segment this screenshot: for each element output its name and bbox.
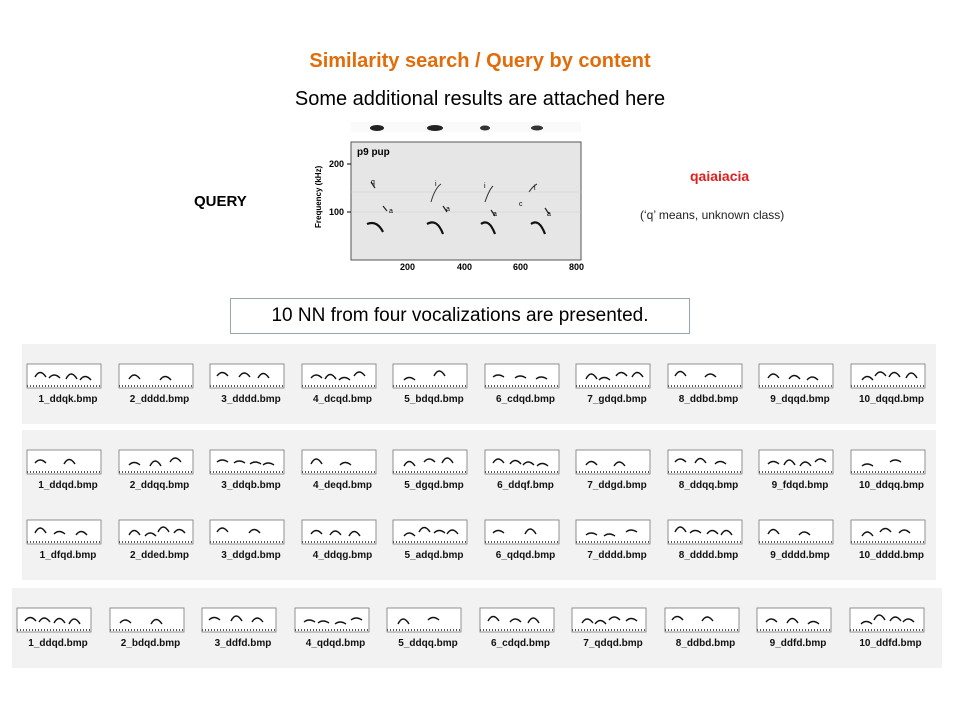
thumbnail-filename: 10_ddfd.bmp [859, 638, 922, 649]
spectrogram-thumbnail [392, 514, 468, 548]
x-tick-label: 400 [457, 262, 473, 272]
spectrogram-top-strip [351, 122, 581, 132]
result-thumbnail[interactable] [575, 358, 659, 405]
thumbnail-filename: 3_ddfd.bmp [214, 638, 272, 649]
spectrogram-thumbnail [571, 602, 647, 636]
result-thumbnail[interactable] [758, 444, 842, 491]
spectrogram-thumbnail [301, 358, 377, 392]
query-class-sequence: qaiaiacia [690, 168, 750, 184]
thumbnail-filename: 9_fdqd.bmp [771, 480, 829, 491]
results-row [22, 344, 936, 424]
thumbnail-filename: 7_ddgd.bmp [587, 480, 647, 491]
spectrogram-thumbnail [118, 514, 194, 548]
result-thumbnail[interactable] [201, 602, 285, 649]
thumbnail-filename: 8_ddbd.bmp [678, 394, 739, 405]
spectrogram-thumbnail [484, 444, 560, 478]
result-thumbnail[interactable] [850, 358, 934, 405]
syllable-label: a [446, 206, 450, 213]
spectrogram-plot-area [351, 142, 581, 260]
result-thumbnail[interactable] [109, 602, 193, 649]
result-thumbnail[interactable] [301, 358, 385, 405]
spectrogram-thumbnail [758, 444, 834, 478]
thumbnail-filename: 6_ddqf.bmp [497, 480, 554, 491]
spectrogram-thumbnail [667, 444, 743, 478]
thumbnail-filename: 4_ddqg.bmp [312, 550, 373, 561]
spectrogram-thumbnail [850, 514, 926, 548]
spectrogram-thumbnail [109, 602, 185, 636]
syllable-label: a [493, 211, 497, 218]
x-tick-label: 200 [400, 262, 416, 272]
thumbnail-filename: 2_dded.bmp [130, 550, 189, 561]
spectrogram-thumbnail [201, 602, 277, 636]
spectrogram-thumbnail [479, 602, 555, 636]
query-label: QUERY [194, 193, 247, 210]
result-thumbnail[interactable] [571, 602, 655, 649]
thumbnail-filename: 10_ddqq.bmp [858, 480, 924, 491]
results-row [22, 430, 936, 510]
thumbnail-filename: 1_dfqd.bmp [39, 550, 97, 561]
thumbnail-filename: 5_dgqd.bmp [404, 480, 464, 491]
result-thumbnail[interactable] [26, 358, 110, 405]
result-thumbnail[interactable] [484, 514, 568, 561]
thumbnail-filename: 9_dddd.bmp [770, 550, 830, 561]
spectrogram-thumbnail [575, 358, 651, 392]
thumbnail-filename: 6_cdqd.bmp [491, 638, 550, 649]
thumbnail-filename: 5_ddqq.bmp [398, 638, 458, 649]
result-thumbnail[interactable] [758, 358, 842, 405]
thumbnail-filename: 5_adqd.bmp [404, 550, 464, 561]
spectrogram-thumbnail [392, 444, 468, 478]
result-thumbnail[interactable] [756, 602, 840, 649]
spectrogram-thumbnail [484, 358, 560, 392]
result-thumbnail[interactable] [118, 514, 202, 561]
thumbnail-filename: 3_ddqb.bmp [221, 480, 281, 491]
spectrogram-thumbnail [209, 358, 285, 392]
spectrogram-thumbnail [575, 514, 651, 548]
thumbnail-filename: 4_dcqd.bmp [313, 394, 372, 405]
result-thumbnail[interactable] [667, 444, 751, 491]
thumbnail-filename: 1_ddqd.bmp [38, 480, 98, 491]
thumbnail-filename: 9_dqqd.bmp [770, 394, 830, 405]
spectrogram-thumbnail [850, 358, 926, 392]
result-thumbnail[interactable] [209, 358, 293, 405]
result-thumbnail[interactable] [26, 514, 110, 561]
y-tick-label: 100 [329, 207, 345, 217]
spectrogram-thumbnail [118, 358, 194, 392]
thumbnail-filename: 2_ddqq.bmp [129, 480, 190, 491]
thumbnail-filename: 9_ddfd.bmp [769, 638, 827, 649]
thumbnail-filename: 7_gdqd.bmp [587, 394, 647, 405]
spectrogram-thumbnail [26, 444, 102, 478]
x-tick-label: 800 [569, 262, 585, 272]
result-thumbnail[interactable] [392, 444, 476, 491]
syllable-label: i [435, 181, 437, 188]
thumbnail-filename: 2_dddd.bmp [129, 394, 190, 405]
spectrogram-thumbnail [209, 444, 285, 478]
thumbnail-filename: 8_ddbd.bmp [675, 638, 736, 649]
results-row [22, 500, 936, 580]
syllable-label: a [389, 208, 393, 215]
result-thumbnail[interactable] [479, 602, 563, 649]
thumbnail-filename: 6_qdqd.bmp [495, 550, 556, 561]
slide-subtitle: Some additional results are attached here [294, 88, 666, 110]
x-tick-label: 600 [513, 262, 529, 272]
result-thumbnail[interactable] [484, 444, 568, 491]
query-spectrogram [305, 120, 595, 272]
thumbnail-filename: 7_dddd.bmp [587, 550, 647, 561]
result-thumbnail[interactable] [26, 444, 110, 491]
spectrogram-thumbnail [301, 444, 377, 478]
result-thumbnail[interactable] [392, 514, 476, 561]
thumbnail-filename: 3_ddgd.bmp [221, 550, 281, 561]
result-thumbnail[interactable] [209, 444, 293, 491]
result-thumbnail[interactable] [294, 602, 378, 649]
spectrogram-thumbnail [386, 602, 462, 636]
thumbnail-filename: 10_dddd.bmp [858, 550, 924, 561]
spectrogram-thumbnail [850, 444, 926, 478]
result-thumbnail[interactable] [118, 358, 202, 405]
result-thumbnail[interactable] [484, 358, 568, 405]
spectrogram-thumbnail [118, 444, 194, 478]
result-thumbnail[interactable] [667, 514, 751, 561]
results-row [12, 588, 942, 668]
result-thumbnail[interactable] [850, 514, 934, 561]
query-note: (‘q’ means, unknown class) [640, 208, 785, 222]
result-thumbnail[interactable] [850, 444, 934, 491]
thumbnail-filename: 6_cdqd.bmp [496, 394, 555, 405]
spectrogram-thumbnail [758, 358, 834, 392]
results-caption: 10 NN from four vocalizations are presented. [230, 298, 690, 334]
syllable-label: c [519, 201, 523, 208]
spectrogram-thumbnail [26, 514, 102, 548]
spectrogram-thumbnail [667, 514, 743, 548]
spectrogram-thumbnail [667, 358, 743, 392]
thumbnail-filename: 4_qdqd.bmp [305, 638, 366, 649]
result-thumbnail[interactable] [392, 358, 476, 405]
spectrogram-thumbnail [209, 514, 285, 548]
thumbnail-filename: 7_qdqd.bmp [583, 638, 643, 649]
result-thumbnail[interactable] [386, 602, 470, 649]
spectrogram-thumbnail [484, 514, 560, 548]
result-thumbnail[interactable] [575, 514, 659, 561]
slide-title: Similarity search / Query by content [309, 50, 651, 72]
result-thumbnail[interactable] [664, 602, 748, 649]
thumbnail-filename: 2_bdqd.bmp [120, 638, 181, 649]
thumbnail-filename: 8_dddd.bmp [678, 550, 739, 561]
thumbnail-filename: 5_bdqd.bmp [404, 394, 464, 405]
syllable-label: i [534, 185, 536, 192]
spectrogram-thumbnail [392, 358, 468, 392]
thumbnail-filename: 1_ddqd.bmp [28, 638, 88, 649]
syllable-label: q [371, 179, 375, 186]
spectrogram-thumbnail [26, 358, 102, 392]
result-thumbnail[interactable] [118, 444, 202, 491]
thumbnail-filename: 1_ddqk.bmp [38, 394, 98, 405]
y-tick-label: 200 [329, 159, 345, 169]
syllable-label: a [547, 211, 551, 218]
result-thumbnail[interactable] [209, 514, 293, 561]
thumbnail-filename: 3_dddd.bmp [221, 394, 281, 405]
spectrogram-thumbnail [301, 514, 377, 548]
result-thumbnail[interactable] [758, 514, 842, 561]
thumbnail-filename: 8_ddqq.bmp [678, 480, 739, 491]
spectrogram-thumbnail [664, 602, 740, 636]
result-thumbnail[interactable] [849, 602, 933, 649]
result-thumbnail[interactable] [301, 514, 385, 561]
spectrogram-thumbnail [758, 514, 834, 548]
spectrogram-thumbnail [756, 602, 832, 636]
thumbnail-filename: 4_deqd.bmp [313, 480, 372, 491]
spectrogram-thumbnail [16, 602, 92, 636]
result-thumbnail[interactable] [301, 444, 385, 491]
result-thumbnail[interactable] [16, 602, 100, 649]
spectrogram-title: p9 pup [357, 147, 390, 158]
result-thumbnail[interactable] [575, 444, 659, 491]
thumbnail-filename: 10_dqqd.bmp [858, 394, 924, 405]
spectrogram-thumbnail [849, 602, 925, 636]
result-thumbnail[interactable] [667, 358, 751, 405]
spectrogram-thumbnail [294, 602, 370, 636]
syllable-label: i [484, 183, 486, 190]
spectrogram-ylabel: Frequency (kHz) [314, 165, 323, 228]
spectrogram-thumbnail [575, 444, 651, 478]
